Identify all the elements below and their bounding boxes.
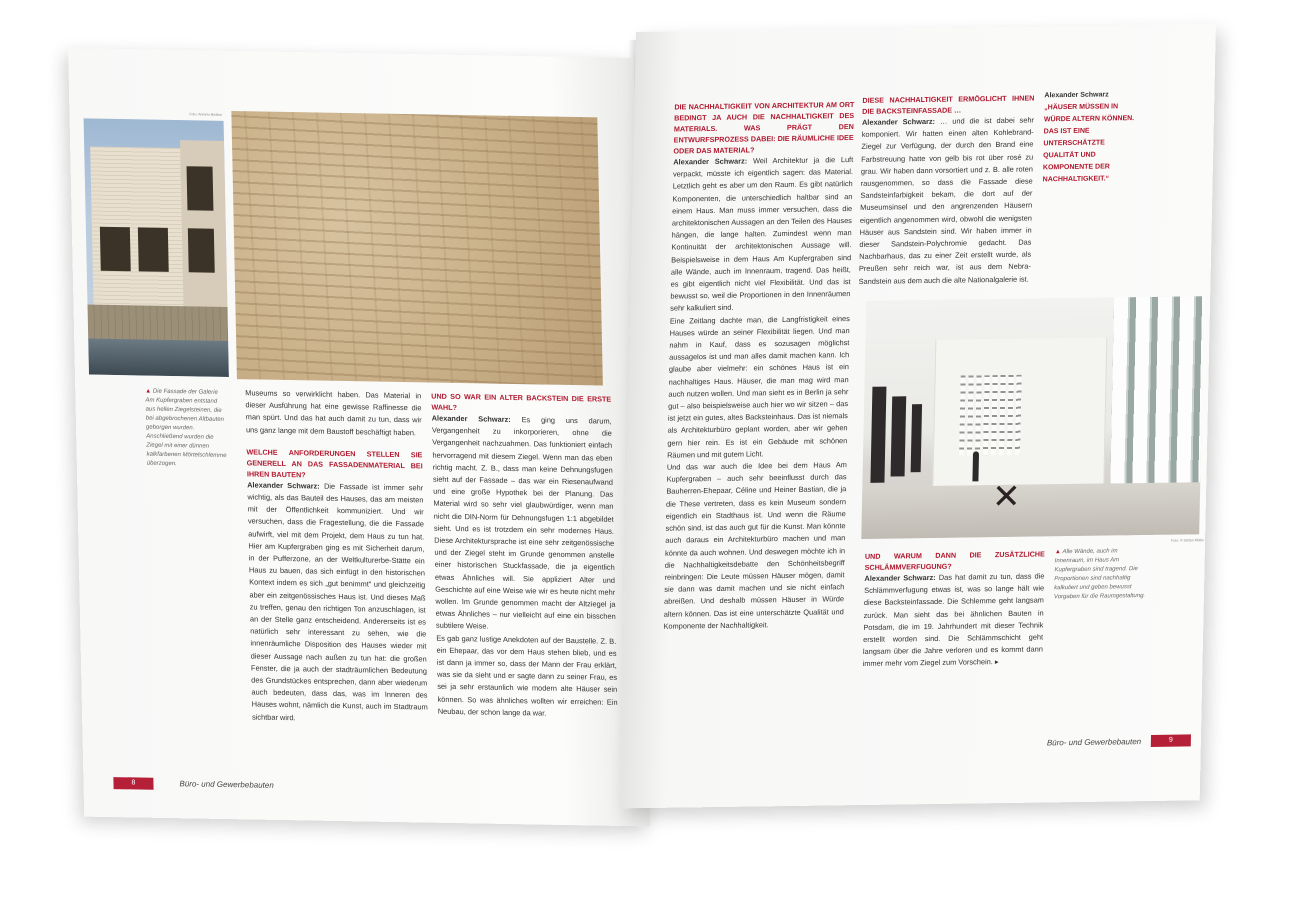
footer-title: Büro- und Gewerbebauten [179, 779, 274, 790]
left-column-2 [431, 391, 618, 721]
painting [891, 396, 907, 476]
answer-text-3: Und das war auch die Idee bei dem Haus Am Kupfergraben – auch sehr beeinflusst durch das Bauherren-Ehepaar, Céline und Heiner Bastian, die ja die These vertreten, dass es kein Museum sondern eigentlich ein Stadthaus ist. Und wenn die Räume schön sind, ist das auch gut für die Kunst. Man könnte auch daraus ein Architekturbüro machen und man könnte da auch wohnen. Und deswegen möchte ich in die Nachhaltigkeitsdebatte den Schönheitsbegriff reinbringen: Die Leute müssen Häuser mögen, damit sie dann was damit machen und sie nicht einfach abreißen. Und deshalb müssen Häuser in Würde altern können. Das ist eine unterschätzte Qualität und Komponente der Nachhaltigkeit. [663, 460, 847, 631]
answer-text: Es ging uns darum, Vergangenheit zu inkorporieren, ohne die Vergangenheit nachzuahmen. Das funktioniert einfach hervorragend mit diesem Ziegel. Wenn man das eben richtig macht. Z. B., dass man keine Dehnungsfugen sieht auf der Fassade – das war ein Riesenaufwand und eine große Hypothek bei der Planung. Das Material wird so sehr viel glaubwürdiger, wenn man nicht die DIN-Norm für Dehnungsfugen 1:1 abgebildet sieht. Und es ist trotzdem ein sehr modernes Haus. Diese Architektursprache ist eine sehr zeitgenössische und der Ziegel steht im Grunde genommen anstelle einer historischen Stuckfassade, die ja eigentlich etwas Ähnliches will. Sie appliziert Alter und Geschichte auf eine Weise wie wir es heute nicht mehr wollen. Im Grunde genommen macht der Altziegel ja etwas Ähnliches – nur vielleicht auf eine ein bisschen subtilere Weise. [431, 415, 616, 632]
caption-text: Die Fassade der Galerie Am Kupfergraben entstand aus hellen Ziegelsteinen, die bei abgebrochenen Altbauten geborgen wurden. Anschließend wurden die Ziegel mit einer dünnen kalkfarbenen Mörtelschlemme überzogen. [145, 388, 227, 468]
pull-quote-text: „HÄUSER MÜSSEN IN WÜRDE ALTERN KÖNNEN. DAS IST EINE UNTERSCHÄTZTE QUALITÄT UND KOMPONENTE DER NACHHALTIGKEIT.“ [1042, 103, 1135, 184]
photo-credit: Foto: © Stefan Müller [1171, 538, 1205, 543]
right-column-1 [663, 99, 854, 633]
visitor-figure [972, 451, 979, 481]
speaker-label: Alexander Schwarz: [864, 572, 936, 583]
answer-text-2: Eine Zeitlang dachte man, die Langfristigkeit eines Hauses würde an seiner Flexibilität liegen. Und man nahm in Kauf, dass es sozusagen möglichst aussagelos ist und man alles damit machen kann. Ich glaube aber vielmehr: ein schönes Haus ist ein nachhaltiges Haus. Häuser, die man mag wird man auch nutzen wollen. Und man sieht es in Berlin ja sehr gut – also beispielsweise auch hier wo wir sitzen – das ist jetzt ein gutes, altes Backsteinhaus. Das ist niemals als Architekturbüro geplant worden, aber wir gehen gern hier rein. Es ist ein Gebäude mit schönen Räumen und mit gutem Licht. [667, 313, 850, 460]
speaker-label: Alexander Schwarz: [861, 116, 936, 127]
right-page [620, 24, 1216, 809]
question-heading: WELCHE ANFORDERUNGEN STELLEN SIE GENERELL AN DAS FASSADENMATERIAL BEI IHREN BAUTEN? [246, 447, 423, 480]
answer-text: Das hat damit zu tun, dass die Schlämmverfugung etwas ist, was so lange hält wie diese Backsteinfassade. Die Schlemme geht langsam zurück. Man sieht das bei ähnlichen Bauten in Potsdam, die im 19. Jahrhundert mit dieser Technik erstellt worden sind. Die Schlämmschicht geht langsam über die Jahre verloren und es kommt dann immer mehr vom Ziegel zum Vorschein. ▸ [862, 571, 1045, 669]
gallery-interior-photo [861, 296, 1204, 539]
left-page [68, 48, 650, 826]
caption-triangle-icon: ▲ [145, 388, 153, 395]
window [187, 166, 214, 210]
canal-water [88, 339, 229, 377]
photo-credit: Foto: Antonio Bedbur [189, 112, 223, 117]
right-column-2 [859, 92, 1035, 287]
photo-caption [1054, 547, 1147, 602]
answer-text: … und die ist dabei sehr komponiert. Wir hatten einen alten Kohlebrand-Ziegel zur Verfügung, der durch den Brand eine Farbstreuung hatte von gelb bis rot über rosé zu grau. Wir haben dann vorsortiert und z. B. alle roten rausgenommen, so dass die Fassade diese Sandsteinfarbigkeit bekam, die dort auf der Museumsinsel und den angrenzenden Häusern eigentlich angenommen wird, obwohl die wenigsten Häuser aus Sandstein sind. Wir haben immer in dieser Sandstein-Polychromie gedacht. Das Nachbarhaus, das zu einer Zeit erstellt wurde, als Preußen sehr reich war, ist aus dem Nebra-Sandstein aus dem auch die alte Nationalgalerie ist. [858, 115, 1035, 286]
question-heading: DIE NACHHALTIGKEIT VON ARCHITEKTUR AM ORT BEDINGT JA AUCH DIE NACHHALTIGKEIT DES MATERIALS. WAS PRÄGT DEN ENTWURFSPROZESS DABEI: DIE RÄUMLICHE IDEE ODER DAS MATERIAL? [673, 99, 855, 156]
left-column-1 [245, 387, 428, 726]
question-heading: DIESE NACHHALTIGKEIT ERMÖGLICHT IHNEN DIE BACKSTEINFASSADE … [862, 93, 1035, 116]
intro-paragraph: Museums so verwirklicht haben. Das Material in dieser Ausführung hat eine gewisse Raffinesse die man spürt. Und das hat auch damit zu tun, dass wir uns ganz lange mit dem Baustoff beschäftigt haben. [245, 388, 422, 437]
gallery-floor [861, 482, 1200, 539]
photo-caption [145, 388, 229, 470]
right-column-3 [863, 548, 1045, 670]
painting [870, 387, 886, 483]
sculpture-icon: ✕ [991, 476, 1021, 518]
question-heading: UND SO WAR EIN ALTER BACKSTEIN DIE ERSTE WAHL? [431, 391, 612, 412]
quay-wall [87, 305, 228, 343]
question-heading: UND WARUM DANN DIE ZUSÄTZLICHE SCHLÄMMVERFUGUNG? [864, 549, 1045, 572]
brick-texture-photo [231, 111, 603, 386]
caption-text: Alle Wände, auch im Innenraum, im Haus Am Kupfergraben sind tragend. Die Proportionen sind nachhaltig kalkuliert und geben bewusst Vorgaben für die Raumgestaltung. [1053, 548, 1146, 601]
footer-title: Büro- und Gewerbebauten [1046, 737, 1142, 748]
speaker-label: Alexander Schwarz: [247, 480, 320, 491]
answer-text: Weil Architektur ja die Luft verpackt, müsste ich eigentlich sagen: das Material. Letztlich geht es aber um den Raum. Es gibt natürlich Komponenten, die unterschiedlich haltbar sind an einem Haus. Man muss immer versuchen, dass die architektonischen Aussagen an den Teilen des Hauses hängen, die lange halten. Zumindest wenn man Kontinuität der architektonischen Aussage will. Beispielsweise in dem Haus Am Kupfergraben sind alle Wände, auch im Innenraum, tragend. Das heißt, es gibt eigentlich nicht viel Flexibilität. Und das ist bewusst so, weil die Proportionen in den Innenräumen sehr kalkuliert sind. [670, 154, 854, 314]
speaker-label: Alexander Schwarz: [431, 413, 511, 424]
speaker-label: Alexander Schwarz: [673, 156, 748, 167]
answer-text-2: Es gab ganz lustige Anekdoten auf der Baustelle. Z. B. ein Ehepaar, das vor dem Haus stehen blieb, und es ist dann ja immer so, dass der Mann der Frau erklärt, was sie da sieht und er sagte dann zu seiner Frau, es sei ja sehr erstaunlich wie modern alte Häuser sein können. So was ähnliches wollten wir erreichen: Ein Neubau, der schon lange da war. [436, 633, 618, 718]
page-number: 8 [113, 777, 153, 790]
pull-quote [1043, 89, 1137, 186]
pull-quote-name: Alexander Schwarz [1044, 91, 1109, 100]
page-number: 9 [1151, 734, 1191, 747]
window [138, 227, 169, 272]
window [188, 228, 215, 272]
painting [911, 404, 922, 472]
window [100, 227, 131, 272]
framed-works-grid [959, 375, 1023, 456]
answer-text: Die Fassade ist immer sehr wichtig, als das Bauteil des Hauses, das am meisten mit der Öffentlichkeit kommuniziert. Und wir versuchen, dass die Fragestellung, die die Fassade aufwirft, viel mit dem Projekt, dem Haus zu tun hat. Hier am Kupfergraben ging es mit Sicherheit darum, in der Pufferzone, an der Weltkulturerbe-Stätte ein Haus zu bauen, das sich einfügt in den historischen Kontext indem es sich „gut benimmt“ und gleichzeitig aber ein zeitgenössisches Haus ist. Und dieses Maß zu treffen, genau den richtigen Ton anzuschlagen, ist an der Stelle ganz entscheidend. Andererseits ist es natürlich sehr interessant zu sehen, wie die innenräumliche Disposition des Hauses wieder mit dieser Aussage nach außen zu tun hat: die großen Fenster, die ja auch der stadträumlichen Bedeutung des Grundstückes entsprechen, dann aber wiederum auch bedeuten, dass das, was im Inneren des Hauses wohnt, nämlich die Kunst, auch im Stadtraum sichtbar wird. [247, 481, 428, 722]
building-photo [84, 118, 229, 377]
caption-triangle-icon: ▲ [1054, 549, 1063, 556]
